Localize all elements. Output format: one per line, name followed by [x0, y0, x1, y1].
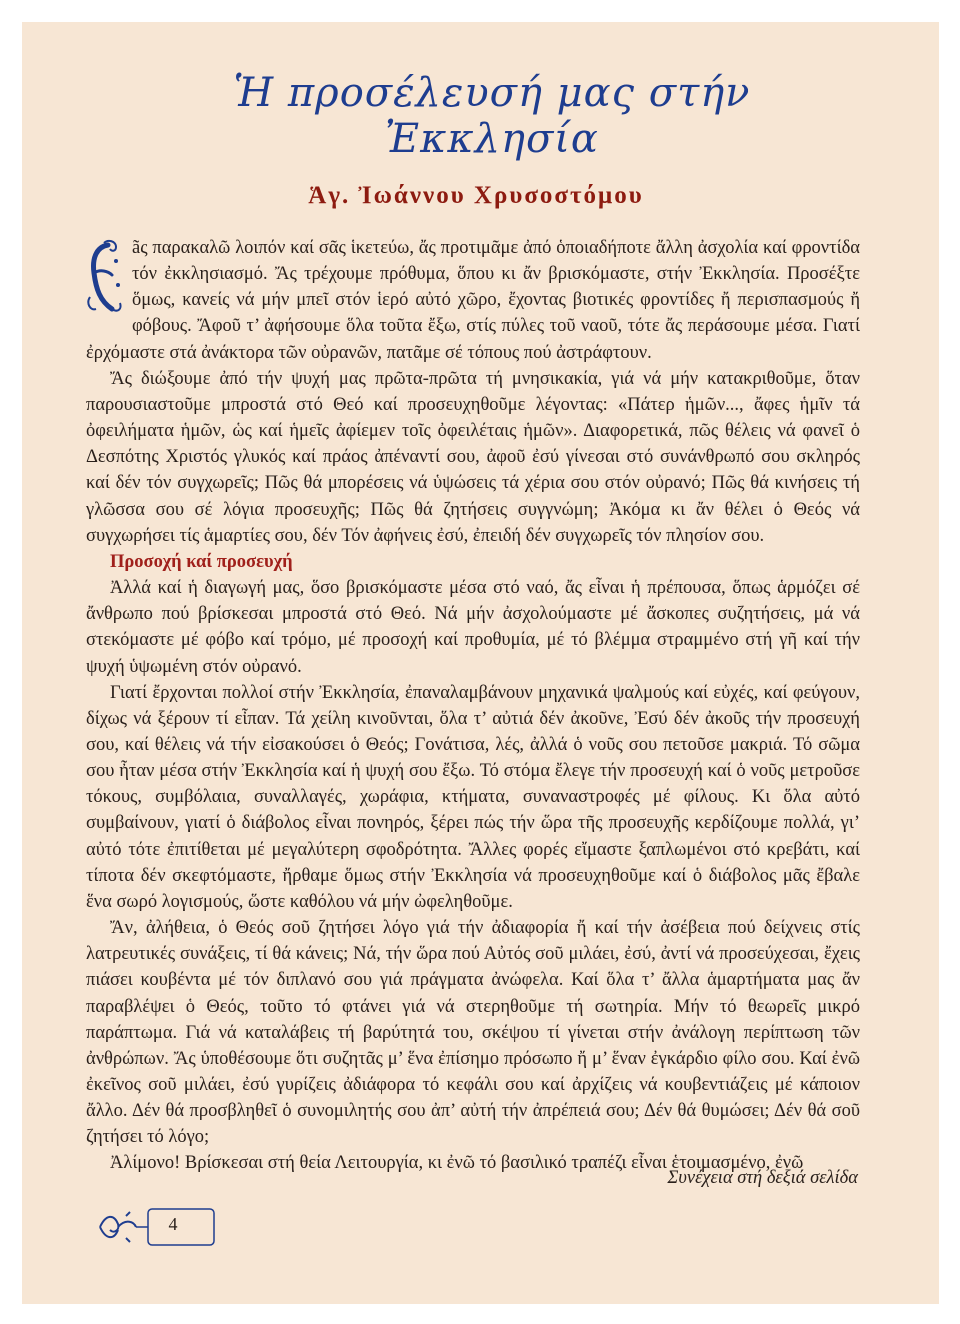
page-number: 4	[168, 1214, 178, 1234]
article-body	[86, 235, 860, 1177]
paragraph-3: Ἀλλά καί ἡ διαγωγή μας, ὅσο βρισκόμαστε μέσα στό ναό, ἄς εἶναι ἡ πρέπουσα, ὅπως ἁρμόζει σέ ἄνθρωπο πού βρίσκεσαι μπροστά στό Θεό. Νά μήν ἀσχολούμαστε μέ ἄσκοπες συζητήσεις, μά νά στεκόμαστε μέ φόβο καί τρόμο, μέ προσοχή καί προθυμία, μέ τό βλέμμα στραμμένο στή γῆ καί τήν ψυχή ὑψωμένη στόν οὐρανό.	[86, 578, 860, 677]
paragraph-1: ãς παρακαλῶ λοιπόν καί σᾶς ἱκετεύω, ἄς προτιμᾶμε ἀπό ὁποιαδήποτε ἄλλη ἀσχολία καί φροντίδα τόν ἐκκλησιασμό. Ἄς τρέχουμε πρόθυμα, ὅπου κι ἄν βρισκόμαστε, στήν Ἐκκλησία. Προσέξτε ὅμως, κανείς νά μήν μπεῖ στόν ἱερό αὐτό χῶρο, ἔχοντας βιοτικές φροντίδες ἤ περισπασμούς ἤ φόβους. Ἄφοῦ τ’ ἀφήσουμε ὅλα τοῦτα ἔξω, στίς πύλες τοῦ ναοῦ, τότε ἄς περάσουμε μέσα. Γιατί ἐρχόμαστε στά ἀνάκτορα τῶν οὐρανῶν, πατᾶμε σέ τόπους πού ἀστράφτουν.	[86, 238, 860, 363]
paragraph-6: Ἀλίμονο! Βρίσκεσαι στή θεία Λειτουργία, κι ἐνῶ τό βασιλικό τραπέζι εἶναι ἑτοιμασμένο, ἐνῶ	[110, 1153, 804, 1174]
paragraph-4: Γιατί ἔρχονται πολλοί στήν Ἐκκλησία, ἐπαναλαμβάνουν μηχανικά ψαλμούς καί εὐχές, καί φεύγουν, δίχως νά ξέρουν τί εἶπαν. Τά χείλη κινοῦνται, ὅλα τ’ αὐτιά δέν ἀκοῦνε, Ἐσύ δέν ἀκοῦς τήν προσευχή σου, καί θέλεις νά τήν εἰσακούσει ὁ Θεός; Γονάτισα, λές, ἀλλά ὁ νοῦς σου πετοῦσε μακριά. Τό σῶμα σου ἦταν μέσα στήν Ἐκκλησία καί ἡ ψυχή σου ἔξω. Τό στόμα ἔλεγε τήν προσευχή καί ὁ νοῦς μετροῦσε τόκους, συμβόλαια, συναλλαγές, χωράφια, κτήματα, συναναστροφές μέ φίλους. Κι ὅλα αὐτό συμβαίνουν, γιατί ὁ διάβολος εἶναι πονηρός, ξέρει πώς τήν ὥρα τῆς προσευχῆς κερδίζουμε πολλά, γι’ αὐτό τότε ἐπιτίθεται μέ μεγαλύτερη σφοδρότητα. Ἄλλες φορές εἴμαστε ξαπλωμένοι στό κρεβάτι, καί τίποτα δέν σκεφτόμαστε, ἤρθαμε ὅμως στήν Ἐκκλησία νά προσευχηθοῦμε καί ὁ διάβολος μᾶς ἔβαλε ἕνα σωρό λογισμούς, ὥστε καθόλου νά μήν ὠφεληθοῦμε.	[86, 682, 860, 912]
ornament-icon	[96, 1206, 220, 1248]
paragraph-2: Ἄς διώξουμε ἀπό τήν ψυχή μας πρῶτα-πρῶτα τή μνησικακία, γιά νά μήν κατακριθοῦμε, ὅταν παρουσιαστοῦμε μπροστά στό Θεό καί προσευχηθοῦμε λέγοντας: «Πάτερ ἡμῶν..., ἄφες ἡμῖν τά ὀφειλήματα ἡμῶν, ὡς καί ἡμεῖς ἀφίεμεν τοῖς ὀφειλέταις ἡμῶν». Διαφορετικά, πῶς θέλεις νά φανεῖ ὁ Δεσπότης Χριστός γλυκός καί πράος ἀπέναντί σου, ἀφοῦ ἐσύ γίνεσαι στό συνάνθρωπό σου σκληρός καί δέν τόν συγχωρεῖς; Πῶς θά μπορέσεις νά ὑψώσεις τά χέρια σου στόν οὐρανό; Πῶς θά κινήσεις τή γλῶσσα σου σέ λόγια προσευχῆς; Πῶς θά ζητήσεις συγγνώμη; Ἀκόμα κι ἄν θέλει ὁ Θεός νά συγχωρήσει τίς ἁμαρτίες σου, δέν Τόν ἀφήνεις ἐσύ, ἐπειδή δέν συγχωρεῖς τόν πλησίον σου.	[86, 368, 860, 546]
paragraph-5: Ἄν, ἀλήθεια, ὁ Θεός σοῦ ζητήσει λόγο γιά τήν ἀδιαφορία ἤ καί τήν ἀσέβεια πού δείχνεις στίς λατρευτικές συνάξεις, τί θά κάνεις; Νά, τήν ὥρα πού Αὐτός σοῦ μιλάει, ἐσύ, ἀντί νά προσεύχεσαι, ἔχεις πιάσει κουβέντα μέ τόν διπλανό σου γιά πράγματα ἀνώφελα. Καί ὅλα τ’ ἄλλα ἁμαρτήματα μας ἄν παραβλέψει ὁ Θεός, τοῦτο τό φτάνει γιά νά στερηθοῦμε τή σωτηρία. Μήν τό θεωρεῖς μικρό παράπτωμα. Γιά νά καταλάβεις τή βαρύτητά του, σκέψου τί γίνεται στήν ἀνάλογη περίπτωση τῶν ἀνθρώπων. Ἄς ὑποθέσουμε ὅτι συζητᾶς μ’ ἕνα ἐπίσημο πρόσωπο ἤ μ’ ἕναν ἐγκάρδιο φίλο σου. Καί ἐνῶ ἐκεῖνος σοῦ μιλάει, ἐσύ γυρίζεις ἀδιάφορα τό κεφάλι σου καί ἀρχίζεις νά κουβεντιάζεις μέ κάποιον ἄλλο. Δέν θά προσβληθεῖ ὁ συνομιλητής σου ἀπ’ αὐτή τήν ἀπρέπειά σου; Δέν θά θυμώσει; Δέν θά σοῦ ζητήσει τό λόγο;	[86, 918, 860, 1148]
author-name: Ἁγ. Ἰωάννου Χρυσοστόμου	[308, 182, 644, 209]
page-title: Ἡ προσέλευσή μας στήν Ἐκκλησία	[233, 70, 751, 162]
ornate-drop-capital-icon	[86, 239, 126, 317]
section-subheading: Προσοχή καί προσευχή	[110, 551, 293, 572]
continue-note: Συνέχεια στή δεξιά σελίδα	[667, 1168, 858, 1188]
